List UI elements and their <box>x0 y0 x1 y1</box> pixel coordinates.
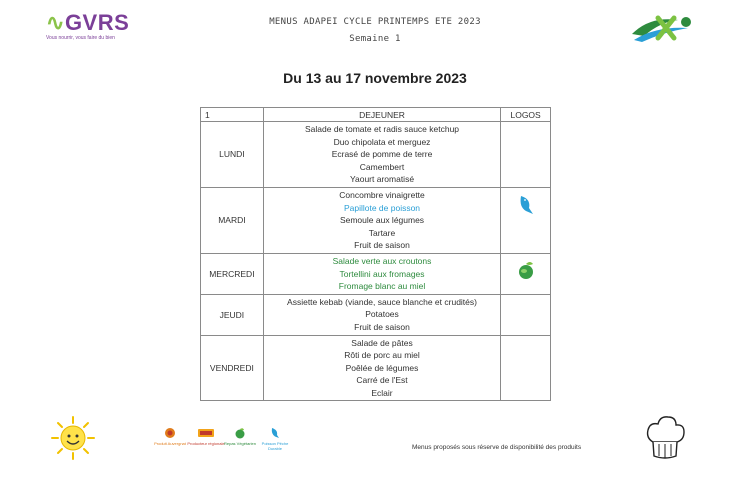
dish-list <box>263 335 500 401</box>
logo-cell <box>501 122 551 188</box>
logo-cell <box>501 253 551 294</box>
legend-vegetarian <box>220 427 260 446</box>
regional-producer-icon <box>197 427 215 439</box>
dish-item: Duo chipolata et merguez <box>333 136 431 147</box>
day-name: MERCREDI <box>201 253 264 294</box>
legend-auvergne-product <box>150 427 190 446</box>
table-row <box>201 122 551 188</box>
dish-item: Poêlée de légumes <box>345 362 419 373</box>
week-number: Semaine 1 <box>349 34 401 44</box>
logos-header: LOGOS <box>501 108 551 122</box>
menu-table-body <box>201 122 551 401</box>
legend-sustainable-fish <box>255 427 295 451</box>
dish-list <box>263 122 500 188</box>
adapei-logo <box>630 12 700 44</box>
sun-icon <box>50 415 96 461</box>
auvergne-product-icon <box>164 427 176 439</box>
logo-cell <box>501 187 551 253</box>
dish-item: Ecrasé de pomme de terre <box>331 149 433 160</box>
menu-cycle-title: MENUS ADAPEI CYCLE PRINTEMPS ETE 2023 <box>269 17 481 27</box>
gvrs-logo-mark: ∿GVRS <box>46 10 130 35</box>
dish-item: Eclair <box>371 387 393 398</box>
dish-item: Salade de tomate et radis sauce ketchup <box>304 124 460 134</box>
week-index-header: 1 <box>201 108 264 122</box>
dish-list <box>263 253 500 294</box>
table-row <box>201 294 551 335</box>
day-name: VENDREDI <box>201 335 264 401</box>
dish-item: Yaourt aromatisé <box>349 174 415 185</box>
day-name: JEUDI <box>201 294 264 335</box>
legend-label: Producteur régionale <box>187 441 225 446</box>
table-row <box>201 253 551 294</box>
legend-label: Poisson Pêche Durable <box>261 441 289 451</box>
logo-cell <box>501 335 551 401</box>
gvrs-tagline: Vous nourrir, vous faire du bien <box>46 35 115 41</box>
fish-icon <box>269 427 281 439</box>
logo-cell <box>501 294 551 335</box>
dish-item: Camembert <box>359 161 405 172</box>
dish-item: Tortellini aux fromages <box>339 268 425 279</box>
dish-list <box>263 294 500 335</box>
legend-label: Produit Auvergnat <box>154 441 186 446</box>
menu-table <box>200 107 551 401</box>
table-row <box>201 187 551 253</box>
dish-item: Concombre vinaigrette <box>339 189 425 200</box>
dish-item: Rôti de porc au miel <box>344 350 420 361</box>
lunch-header: DEJEUNER <box>263 108 500 122</box>
dish-item: Assiette kebab (viande, sauce blanche et crudités) <box>287 296 477 307</box>
dish-item: Fruit de saison <box>354 321 410 332</box>
fish-icon <box>516 208 536 218</box>
table-row <box>201 335 551 401</box>
vegetarian-icon <box>234 427 246 439</box>
vegetarian-icon <box>516 272 536 282</box>
dish-item: Fromage blanc au miel <box>338 281 426 292</box>
dish-item: Potatoes <box>365 309 399 320</box>
dish-item: Tartare <box>368 227 396 238</box>
week-range: Du 13 au 17 novembre 2023 <box>283 70 467 86</box>
dish-list <box>263 187 500 253</box>
dish-item: Fruit de saison <box>354 240 410 251</box>
day-name: MARDI <box>201 187 264 253</box>
table-header-row <box>201 108 551 122</box>
dish-item: Papillote de poisson <box>343 202 421 213</box>
chef-hat-icon <box>644 412 686 462</box>
day-name: LUNDI <box>201 122 264 188</box>
availability-footnote: Menus proposés sous réserve de disponibilité des produits <box>412 444 582 451</box>
dish-item: Semoule aux légumes <box>339 215 425 226</box>
dish-item: Salade verte aux croutons <box>332 255 432 266</box>
dish-item: Carré de l'Est <box>356 375 408 386</box>
legend-label: Repas Végétarien <box>223 441 257 446</box>
dish-item: Salade de pâtes <box>351 337 413 348</box>
